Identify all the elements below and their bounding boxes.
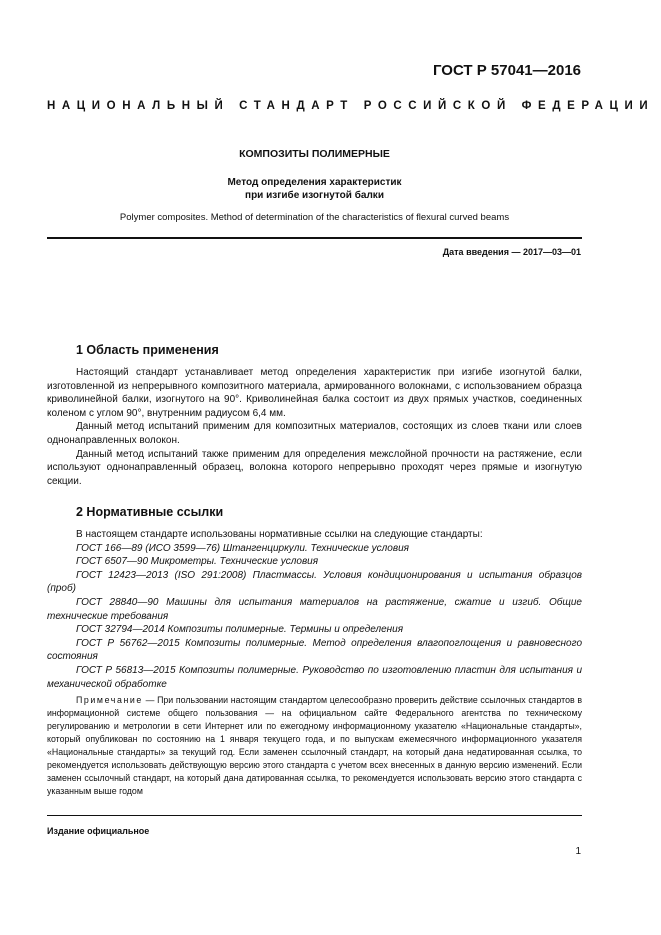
official-edition-label: Издание официальное <box>47 826 150 836</box>
page-number: 1 <box>575 846 581 857</box>
reference-item: ГОСТ 166—89 (ИСО 3599—76) Штангенциркули. Технические условия <box>76 542 409 554</box>
footer-rule <box>47 815 582 816</box>
references-intro: В настоящем стандарте использованы нормативные ссылки на следующие стандарты: <box>76 529 483 540</box>
introduction-date: Дата введения — 2017—03—01 <box>442 247 581 257</box>
english-title: Polymer composites. Method of determination of the characteristics of flexural curved beams <box>119 212 510 223</box>
note-label: Примечание <box>76 695 143 705</box>
document-code: ГОСТ Р 57041—2016 <box>432 62 581 79</box>
note <box>47 694 582 798</box>
reference-item: ГОСТ 32794—2014 Композиты полимерные. Термины и определения <box>76 624 404 636</box>
national-standard-banner: НАЦИОНАЛЬНЫЙ СТАНДАРТ РОССИЙСКОЙ ФЕДЕРАЦИИ <box>47 100 655 112</box>
subtitle-line-2: при изгибе изогнутой балки <box>245 190 384 201</box>
reference-item: ГОСТ 28840—90 Машины для испытания материалов на растяжение, сжатие и изгиб. Общие технические требования <box>47 596 582 622</box>
section-1-heading: 1 Область применения <box>76 343 219 357</box>
reference-item: ГОСТ 12423—2013 (ISO 291:2008) Пластмассы. Условия кондиционирования и испытания образцов (проб) <box>47 569 582 595</box>
document-title: КОМПОЗИТЫ ПОЛИМЕРНЫЕ <box>239 148 390 160</box>
note-text: — При пользовании настоящим стандартом целесообразно проверить действие ссылочных стандартов в информационной системе общего пользования — на официальном сайте Федерального агентства по техническому регулированию и метрологии в сети Интернет или по ежегодному информационному указателю «Национальные стандарты», который опубликован по состоянию на 1 января текущего года, и по выпускам ежемесячного информационного указателя «Национальные стандарты» за текущий год. Если заменен ссылочный стандарт, на который дана недатированная ссылка, то рекомендуется использовать действующую версию этого стандарта с учетом всех внесенных в данную версию изменений. Если заменен ссылочный стандарт, на который дана датированная ссылка, то рекомендуется использовать версию этого стандарта с указанным выше годом <box>47 695 582 796</box>
section-2-body <box>47 528 582 691</box>
paragraph: Данный метод испытаний также применим для определения межслойной прочности на растяжение, если используют однонаправленный образец, волокна которого непрерывно проходят через прямые и изогнутую секции. <box>47 448 582 487</box>
paragraph: Данный метод испытаний применим для композитных материалов, состоящих из слоев ткани или слоев однонаправленных волокон. <box>47 421 582 446</box>
reference-item: ГОСТ Р 56762—2015 Композиты полимерные. Метод определения влагопоглощения и равновесного состояния <box>47 637 582 663</box>
paragraph: Настоящий стандарт устанавливает метод определения характеристик при изгибе изогнутой балки, изготовленной из непрерывного композитного материала, армированного волокнами, с использованием образца криволинейной балки, изогнутого на 90°. Криволинейная балка состоит из двух прямых участков, соединенных коленом с углом 90°, внутренним радиусом 6,4 мм. <box>47 367 582 419</box>
section-1-body <box>47 366 582 488</box>
reference-item: ГОСТ Р 56813—2015 Композиты полимерные. Руководство по изготовлению пластин для испытания и механической обработке <box>47 664 582 690</box>
document-subtitle <box>47 176 582 202</box>
title-rule <box>47 237 582 239</box>
section-2-heading: 2 Нормативные ссылки <box>76 505 224 519</box>
subtitle-line-1: Метод определения характеристик <box>227 177 402 188</box>
reference-item: ГОСТ 6507—90 Микрометры. Технические условия <box>76 556 319 568</box>
